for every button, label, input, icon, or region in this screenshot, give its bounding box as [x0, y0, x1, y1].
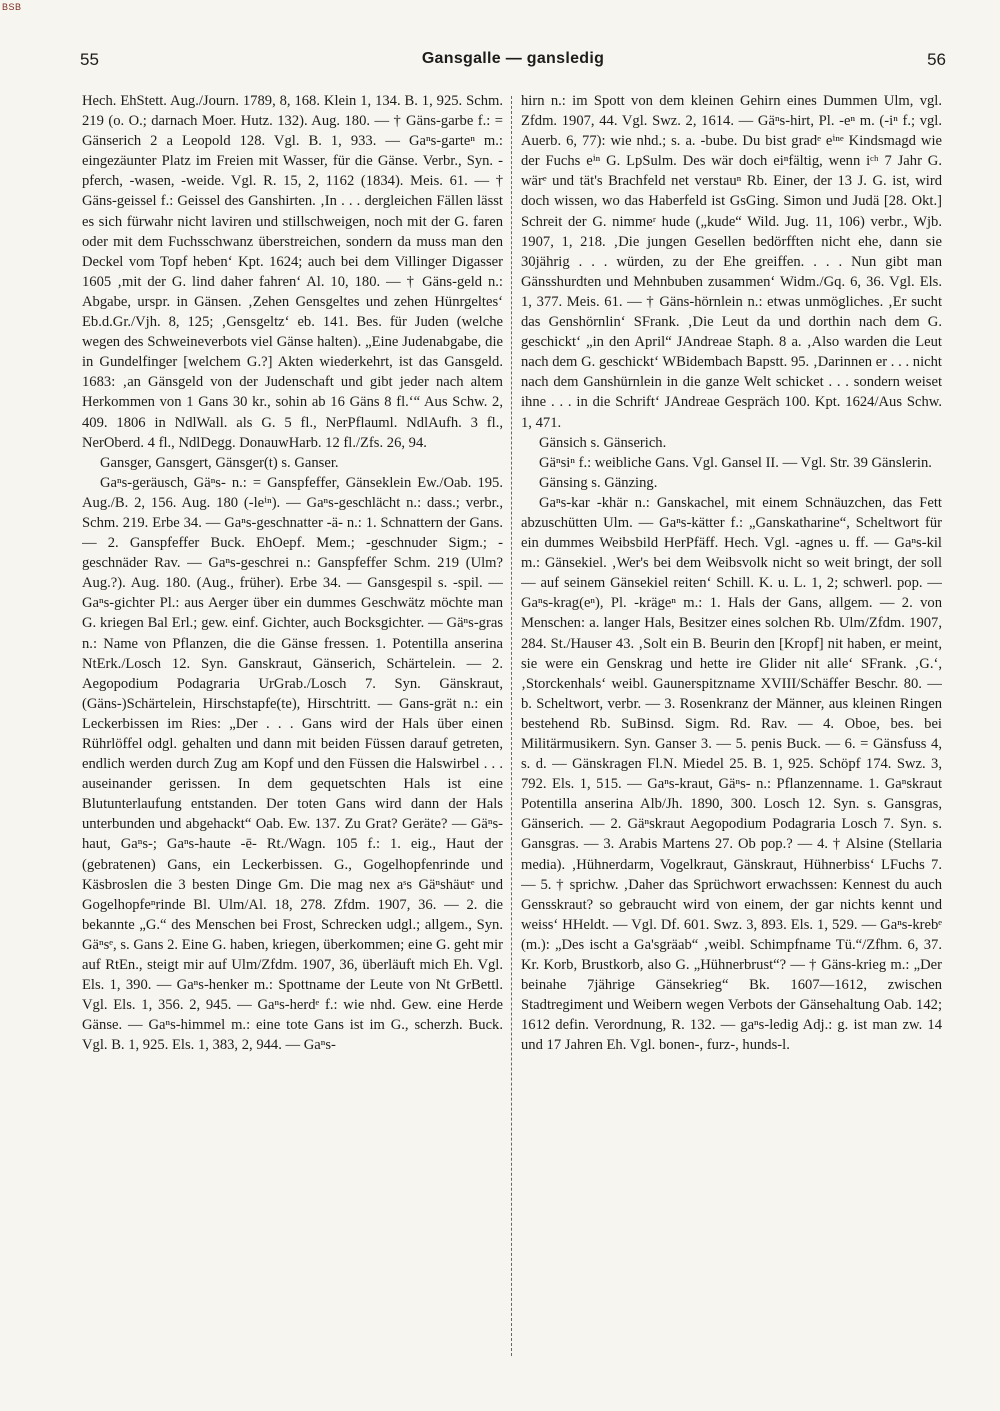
- entry-paragraph: Gaⁿs-geräusch, Gäⁿs- n.: = Ganspfeffer, Gänseklein Ew./Oab. 195. Aug./B. 2, 156. Aug. 180 (-leⁱⁿ). — Gaⁿs-geschlächt n.: dass.; verbr., Schm. 219. Erbe 34. — Gaⁿs-geschnatter -ä- n.: 1. Schnattern der Gans. — 2. Ganspfeffer Buck. EhOepf. Mem.; -geschnuder Sigm.; -geschnäder Rav. — Gaⁿs-geschrei n.: Ganspfeffer Schm. 219 (Ulm? Aug.?). Aug. 180. (Aug., früher). Erbe 34. — Gansgespil s. -spil. — Gaⁿs-gichter Pl.: aus Aerger über ein dummes Geschwätz möchte man G. kriegen Bal Erl.; gew. einf. Gichter, auch Bocksgichter. — Gäⁿs-gras n.: Name von Pflanzen, die die Gänse fressen. 1. Potentilla anserina NtErk./Losch 12. Syn. Ganskraut, Gänserich, Schärtelein. — 2. Aegopodium Podagraria UrGrab./Losch 7. Syn. Gänskraut, (Gäns-)Schärtelein, Hirschstapfe(te), Hirschtritt. — Gans-grät n.: ein Leckerbissen im Ries: „Der . . . Gans wird der Hals über einen Rührlöffel odgl. gehalten und dann mit beiden Füssen darauf getreten, endlich werden durch Zug am Kopf und den Füssen die Halswirbel . . . auseinander gerissen. In dem gequetschten Hals ist eine Blutunterlaufung entstanden. Der toten Gans wird dann der Hals unterbunden und abgehackt“ Oab. Ew. 137. Zu Grat? Geräte? — Gäⁿs-haut, Gaⁿs-; Gaⁿs-haute -ē- Rt./Wagn. 105 f.: 1. eig., Haut der (gebratenen) Gans, ein Leckerbissen. G., Gogelhopfenrinde und Käsbroslen die 3 besten Dinge Gm. Die mag nex aˢs Gäⁿshäutᵉ und Gogelhopfeⁿrinde Bl. Ulm/Al. 18, 278. Zfdm. 1907, 36. — 2. die bekannte „G.“ des Menschen bei Frost, Schrecken udgl.; allgem., Syn. Gäⁿsᵉ, s. Gans 2. Eine G. haben, kriegen, überkommen; eine G. geht mir auf RtEn., steigt mir auf Ulm/Zfdm. 1907, 36, überläuft mich Eh. Vgl. Els. 1, 390. — Gaⁿs-henker m.: Spottname der Leute von Nt GrBettl. Vgl. Els. 1, 356. 2, 945. — Gaⁿs-herdᵉ f.: wie nhd. Gew. eine Herde Gänse. — Gaⁿs-himmel m.: eine tote Gans ist im G., scherzh. Buck. Vgl. B. 1, 925. Els. 1, 383, 2, 944. — Gaⁿs-: [82, 474, 503, 1054]
- left-column: [82, 91, 503, 1356]
- library-mark: BSB: [2, 2, 22, 12]
- running-header: [80, 50, 946, 78]
- entry-paragraph: hirn n.: im Spott von dem kleinen Gehirn eines Dummen Ulm, vgl. Zfdm. 1907, 44. Vgl. Swz. 2, 1614. — Gäⁿs-hirt, Pl. -eⁿ m. (-iⁿ f.; vgl. Auerb. 6, 77): wie nhd.; s. a. -bube. Du bist gradᵉ eⁱⁿᵉ Kindsmagd wie der Fuchs eⁱⁿ G. LpSulm. Des wär doch eiⁿfältig, wenn iᶜʰ 7 Jahr G. wärᵉ und tät's Brachfeld net verstauⁿ Rb. Einer, der 13 J. G. ist, wird doch wissen, wo das Haberfeld ist GsGing. Simon und Judä [28. Okt.] Schreit der G. nimmeʳ hude („kude“ Wild. Jug. 11, 106) verbr., Wjb. 1907, 1, 218. ‚Die jungen Gesellen bedörfften nicht ehe, dann sie 30jährig . . . würden, zu der Ehe greiffen. . . . Nun gibt man Gänsshurdten und Mehnbuben zusammen‘ Widm./Gq. 6, 36. Vgl. Els. 1, 377. Meis. 61. — † Gäns-hörnlein n.: etwas unmögliches. ‚Er sucht das Genshörnlin‘ SFrank. ‚Die Leut da und dorthin nach dem G. geschickt‘ „in den April“ JAndreae Staph. 8 a. ‚Also warden die Leut nach dem G. geschickt‘ WBidembach Bapstt. 95. ‚Darinnen er . . . nicht nach dem Ganshürnlein in die ganze Welt schicket . . . sondern weiset ihne . . . in die Schrift‘ JAndreae Gespräch 100. Kpt. 1624/Aus Schw. 1, 471.: [521, 93, 942, 431]
- right-column: [521, 91, 942, 1356]
- entry-paragraph: Gänsich s. Gänserich.: [539, 434, 667, 451]
- entry-paragraph: Gansger, Gansgert, Gänsger(t) s. Ganser.: [100, 454, 339, 471]
- entry-paragraph: Gaⁿs-kar -khär n.: Ganskachel, mit einem Schnäuzchen, das Fett abzuschütten Ulm. — Gaⁿs-kätter f.: „Ganskatharine“, Scheltwort für ein dummes Weibsbild HerPfäff. Hech. Vgl. -agnes u. ff. — Gaⁿs-kil m.: Gänsekiel. ‚Wer's bei dem Weibsvolk nicht so weit bringt, der soll — auf seinem Gänsekiel reiten‘ Schill. K. u. L. 1, 2; schwerl. pop. — Gaⁿs-krag(eⁿ), Pl. -krägeⁿ m.: 1. Hals der Gans, allgem. — 2. von Menschen: a. langer Hals, Besitzer eines solchen Rb. Ulm/Zfdm. 1907, 284. St./Hauser 43. ‚Solt ein B. Beurin den [Kropf] nit haben, er meint, sie were ein Genskrag und hette ire Glider nit alle‘ SFrank. ‚G.‘, ‚Storckenhals‘ weibl. Gaunerspitzname XVIII/Schäffer Beschr. 80. — b. Scheltwort, verbr. — 3. Rosenkranz der Männer, aus kleinen Ringen bestehend Rb. SuBinsd. Sigm. Rd. Rav. — 4. Oboe, bes. bei Militärmusikern. Syn. Ganser 3. — 5. penis Buck. — 6. = Gänsfuss 4, s. d. — Gänskragen Fl.N. Miedel 25. B. 1, 925. Schöpf 174. Swz. 3, 792. Els. 1, 515. — Gaⁿs-kraut, Gäⁿs- n.: Pflanzenname. 1. Gaⁿskraut Potentilla anserina Alb/Jh. 1890, 300. Losch 12. Syn. s. Gansgras, Gänserich. — 2. Gäⁿskraut Aegopodium Podagraria Losch 7. Syn. s. Gansgras. — 3. Arabis Martens 27. Ob pop.? — 4. † Alsine (Stellaria media). ‚Hühnerdarm, Vogelkraut, Gänskraut, Hühnerbiss‘ LFuchs 7. — 5. † sprichw. ‚Daher das Sprüchwort erwachssen: Kennest du auch Gensskraut? so gebraucht wird von einem, der gar nichts kennt und weiss‘ HHeldt. — Vgl. Df. 601. Swz. 3, 893. Els. 1, 529. — Gaⁿs-krebᵉ (m.): „Des ischt a Ga'sgräab“ ‚weibl. Schimpfname Tü.“/Zfhm. 6, 37. Kr. Korb, Brustkorb, also G. „Hühnerbrust“? — † Gäns-krieg m.: „Der beinahe 7jährige Gänsekrieg“ Bk. 1607—1612, zwischen Stadtregiment und Weibern wegen Verbots der Gänsehaltung Oab. 142; 1612 defin. Verordnung, R. 132. — gaⁿs-ledig Adj.: g. ist man zw. 14 und 17 Jahren Eh. Vgl. bonen-, furz-, hunds-l.: [521, 494, 942, 1054]
- entry-paragraph: Gäⁿsiⁿ f.: weibliche Gans. Vgl. Gansel II. — Vgl. Str. 39 Gänslerin.: [539, 454, 932, 471]
- right-page-number: 56: [927, 50, 946, 69]
- entry-paragraph: Gänsing s. Gänzing.: [539, 474, 658, 491]
- column-divider: [511, 96, 512, 1356]
- left-page-number: 55: [80, 50, 99, 69]
- running-title: Gansgalle — gansledig: [421, 50, 605, 67]
- entry-paragraph: Hech. EhStett. Aug./Journ. 1789, 8, 168. Klein 1, 134. B. 1, 925. Schm. 219 (o. O.; darnach Moer. Hutz. 132). Aug. 180. — † Gäns-garbe f.: = Gänserich 2 a Leopold 128. Vgl. B. 1, 933. — Gaⁿs-garteⁿ m.: eingezäunter Platz im Freien mit Wasser, für die Gänse. Verbr., Syn. -pferch, -wasen, -weide. Vgl. R. 15, 2, 1162 (1834). Meis. 61. — † Gäns-geissel f.: Geissel des Ganshirten. ‚In . . . dergleichen Fällen lässt es sich fürwahr nicht laviren und stillschweigen, noch mit der G. faren oder mit dem Fuchsschwanz überstreichen, sondern da muss man den Deckel vom Topf heben‘ Kpt. 1624; auch bei dem Villinger Digasser 1605 ‚mit der G. lind daher fahren‘ Al. 10, 180. — † Gäns-geld n.: Abgabe, urspr. in Gänsen. ‚Zehen Gensgeltes und zehen Hünrgeltes‘ Eb.d.Gr./Vjh. 8, 125; ‚Gensgeltz‘ eb. 141. Bes. für Juden (welche wegen des Schweineverbots viel Gänse halten). „Eine Judenabgabe, die in Gundelfinger [welchem G.?] Akten wiederkehrt, ist das Gansgeld. 1683: ‚an Gänsgeld von der Judenschaft und gibt jeder nach altem Herkommen von 1 Gans 30 kr., sohin ab 16 Gäns 8 fl.‘“ Aus Schw. 2, 409. 1806 in NdlWall. als G. 5 fl., NerPflauml. NdlAufh. 3 fl., NerOberd. 4 fl., NdlDegg. DonauwHarb. 12 fl./Zfs. 26, 94.: [82, 93, 503, 451]
